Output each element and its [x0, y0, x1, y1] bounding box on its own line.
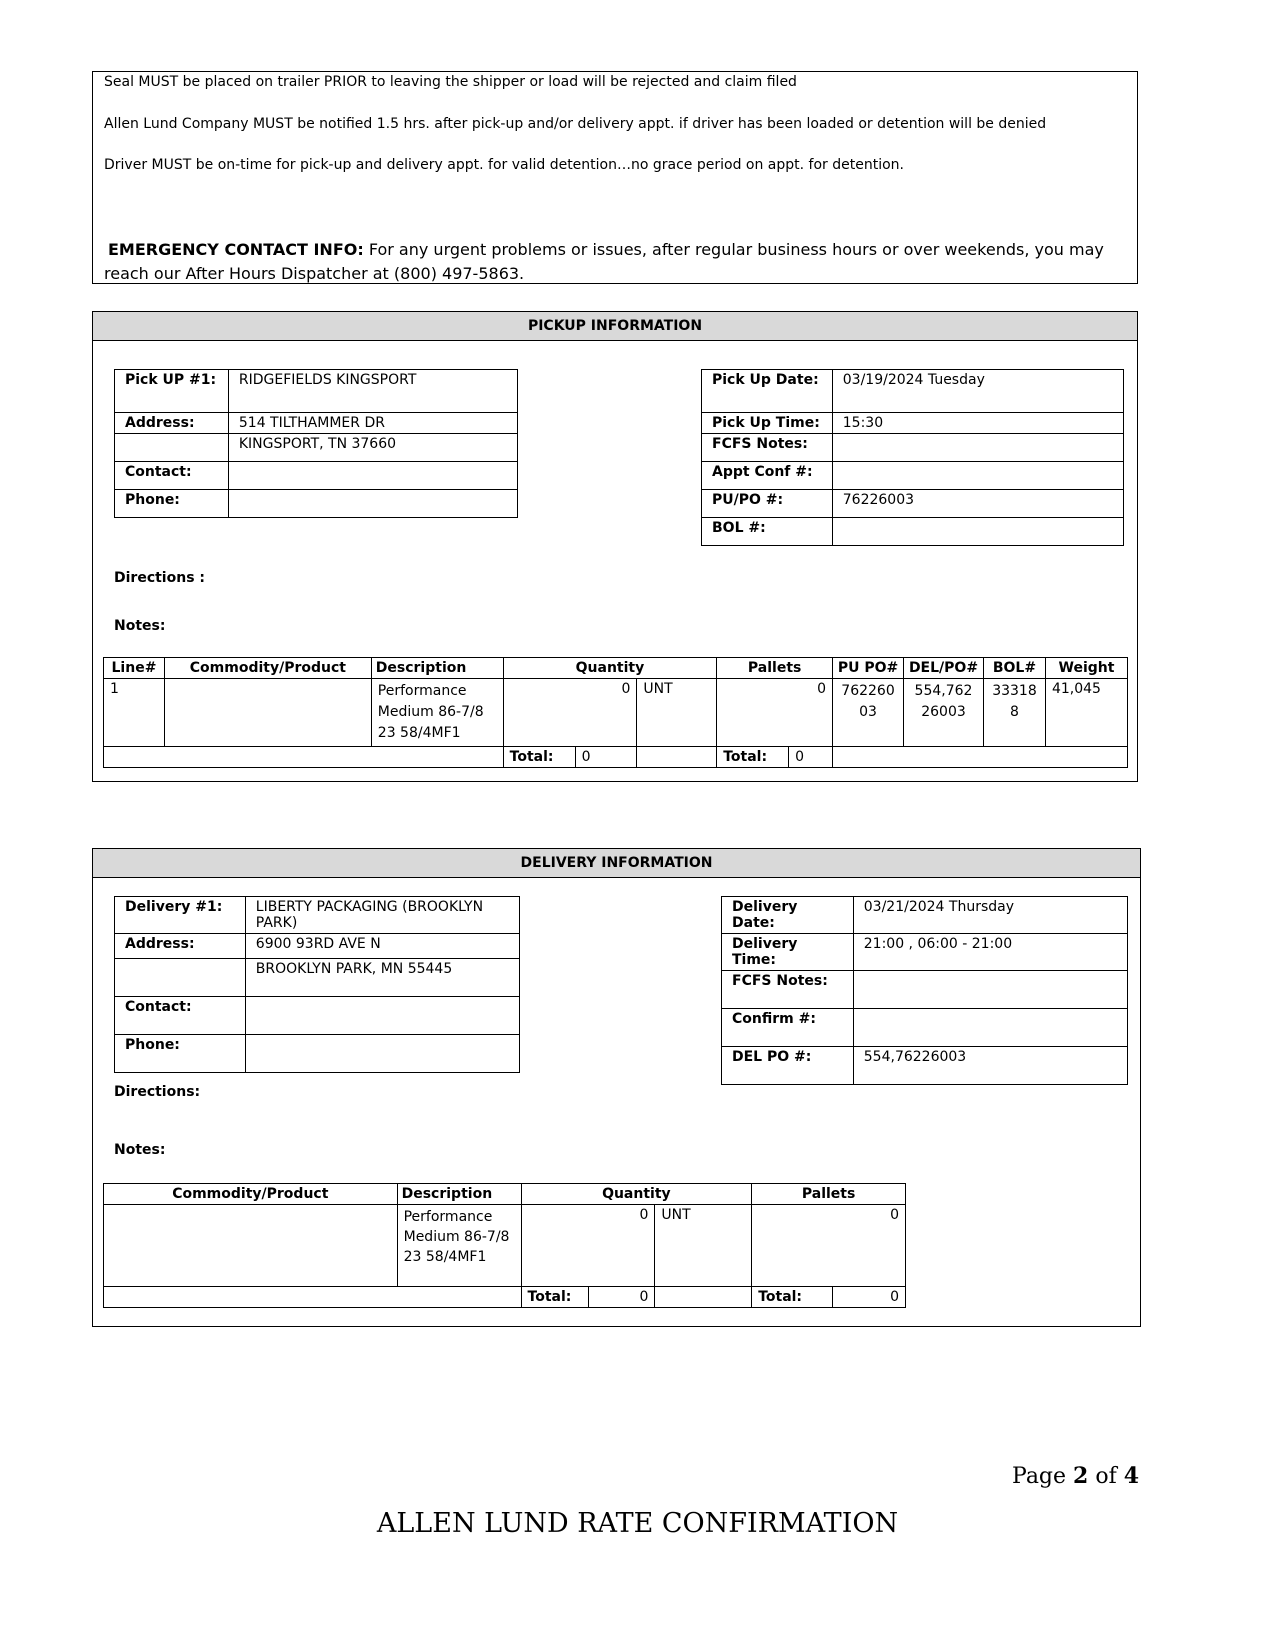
pickup-contact: [228, 462, 517, 490]
delivery-fcfs: [853, 971, 1127, 1009]
delivery-directions-label: Directions:: [114, 1084, 201, 1100]
delivery-fcfs-label: FCFS Notes:: [722, 971, 854, 1009]
delivery-phone-label: Phone:: [115, 1035, 246, 1073]
delivery-address-label: Address:: [115, 934, 246, 959]
delivery-contact: [245, 997, 519, 1035]
delivery-address-line2: BROOKLYN PARK, MN 55445: [245, 959, 519, 997]
pallet-total-label: Total:: [717, 747, 789, 768]
pickup-appt-conf-label: Appt Conf #:: [702, 462, 833, 490]
pickup-line-items-table: [103, 657, 1128, 768]
pickup-notes-label: Notes:: [114, 618, 166, 634]
pickup-date-label: Pick Up Date:: [702, 370, 833, 413]
pickup-address-line1: 514 TILTHAMMER DR: [228, 413, 517, 434]
pickup-phone: [228, 490, 517, 518]
delivery-time: 21:00 , 06:00 - 21:00: [853, 934, 1127, 971]
delivery-right-table: [721, 896, 1128, 1085]
row-commodity: [164, 679, 371, 747]
col-pupo-header: PU PO#: [833, 658, 904, 679]
col-quantity-header: Quantity: [503, 658, 717, 679]
pickup-section-title: PICKUP INFORMATION: [93, 312, 1137, 341]
del-pallet-total-value: 0: [833, 1287, 906, 1308]
delivery-contact-label: Contact:: [115, 997, 246, 1035]
del-col-commodity-header: Commodity/Product: [104, 1184, 398, 1205]
del-col-description-header: Description: [397, 1184, 521, 1205]
total-row-tail: [833, 747, 1128, 768]
page-indicator: [1012, 1463, 1139, 1489]
pickup-section: [92, 311, 1138, 782]
delivery-name-label: Delivery #1:: [115, 897, 246, 934]
del-row-commodity: [104, 1205, 398, 1287]
del-col-quantity-header: Quantity: [521, 1184, 752, 1205]
emergency-text: For any urgent problems or issues, after regular business hours or over weekends, you may reach our After Hours Dispatcher at (800) 497-5863.: [104, 240, 1104, 283]
pickup-left-table: [114, 369, 518, 518]
row-line-number: 1: [104, 679, 165, 747]
delivery-notes-label: Notes:: [114, 1142, 166, 1158]
delivery-date-label: Delivery Date:: [722, 897, 854, 934]
delivery-delpo-label: DEL PO #:: [722, 1047, 854, 1085]
document-title: ALLEN LUND RATE CONFIRMATION: [376, 1508, 899, 1539]
pickup-fcfs: [832, 434, 1123, 462]
table-row: [104, 1205, 906, 1287]
pickup-contact-label: Contact:: [115, 462, 229, 490]
qty-total-blank: [637, 747, 717, 768]
delivery-line-items-table: [103, 1183, 906, 1308]
delivery-address-label-blank: [115, 959, 246, 997]
row-pupo: 762260 03: [833, 679, 904, 747]
pickup-name: RIDGEFIELDS KINGSPORT: [228, 370, 517, 413]
on-time-notice: Driver MUST be on-time for pick-up and delivery appt. for valid detention…no grace period on appt. for detention.: [104, 157, 904, 173]
page-prefix: Page: [1012, 1464, 1074, 1489]
row-quantity: 0: [503, 679, 637, 747]
table-row: [104, 679, 1128, 747]
row-delpo: 554,762 26003: [904, 679, 984, 747]
row-unit: UNT: [637, 679, 717, 747]
seal-notice: Seal MUST be placed on trailer PRIOR to leaving the shipper or load will be rejected and claim filed: [104, 74, 797, 90]
notify-notice: Allen Lund Company MUST be notified 1.5 hrs. after pick-up and/or delivery appt. if driver has been loaded or detention will be denied: [104, 116, 1047, 132]
del-total-row-blank: [104, 1287, 522, 1308]
delivery-confirm-label: Confirm #:: [722, 1009, 854, 1047]
delivery-confirm: [853, 1009, 1127, 1047]
qty-total-value: 0: [575, 747, 637, 768]
delivery-time-label: Delivery Time:: [722, 934, 854, 971]
qty-total-label: Total:: [503, 747, 575, 768]
pickup-address-label-blank: [115, 434, 229, 462]
del-col-pallets-header: Pallets: [752, 1184, 906, 1205]
row-description: Performance Medium 86-7/8 23 58/4MF1: [371, 679, 503, 747]
pickup-phone-label: Phone:: [115, 490, 229, 518]
delivery-delpo: 554,76226003: [853, 1047, 1127, 1085]
delivery-address-line1: 6900 93RD AVE N: [245, 934, 519, 959]
delivery-left-table: [114, 896, 520, 1073]
del-qty-total-label: Total:: [521, 1287, 588, 1308]
row-bol: 33318 8: [984, 679, 1046, 747]
del-qty-total-value: 0: [588, 1287, 655, 1308]
pickup-fcfs-label: FCFS Notes:: [702, 434, 833, 462]
del-qty-total-blank: [655, 1287, 752, 1308]
del-row-description: Performance Medium 86-7/8 23 58/4MF1: [397, 1205, 521, 1287]
delivery-date: 03/21/2024 Thursday: [853, 897, 1127, 934]
col-line-header: Line#: [104, 658, 165, 679]
col-weight-header: Weight: [1045, 658, 1127, 679]
col-commodity-header: Commodity/Product: [164, 658, 371, 679]
pickup-appt-conf: [832, 462, 1123, 490]
del-row-quantity: 0: [521, 1205, 655, 1287]
pickup-bol: [832, 518, 1123, 546]
page-of: of: [1088, 1464, 1124, 1489]
row-pallets: 0: [717, 679, 833, 747]
col-delpo-header: DEL/PO#: [904, 658, 984, 679]
del-row-unit: UNT: [655, 1205, 752, 1287]
col-description-header: Description: [371, 658, 503, 679]
delivery-name: LIBERTY PACKAGING (BROOKLYN PARK): [245, 897, 519, 934]
notices-box: [92, 71, 1138, 284]
total-row-blank: [104, 747, 504, 768]
pickup-date: 03/19/2024 Tuesday: [832, 370, 1123, 413]
pickup-address-line2: KINGSPORT, TN 37660: [228, 434, 517, 462]
pickup-right-table: [701, 369, 1124, 546]
del-pallet-total-label: Total:: [752, 1287, 833, 1308]
delivery-phone: [245, 1035, 519, 1073]
page-number: 2: [1073, 1463, 1089, 1489]
pickup-directions-label: Directions :: [114, 570, 205, 586]
pickup-time-label: Pick Up Time:: [702, 413, 833, 434]
pickup-address-label: Address:: [115, 413, 229, 434]
pickup-pupo: 76226003: [832, 490, 1123, 518]
pickup-bol-label: BOL #:: [702, 518, 833, 546]
del-row-pallets: 0: [752, 1205, 906, 1287]
delivery-section: [92, 848, 1141, 1327]
page-total: 4: [1123, 1463, 1140, 1489]
pallet-total-value: 0: [789, 747, 833, 768]
pickup-time: 15:30: [832, 413, 1123, 434]
pickup-name-label: Pick UP #1:: [115, 370, 229, 413]
col-bol-header: BOL#: [984, 658, 1046, 679]
delivery-section-title: DELIVERY INFORMATION: [93, 849, 1140, 878]
col-pallets-header: Pallets: [717, 658, 833, 679]
row-weight: 41,045: [1045, 679, 1127, 747]
pickup-pupo-label: PU/PO #:: [702, 490, 833, 518]
emergency-contact: [104, 238, 1129, 286]
emergency-label: EMERGENCY CONTACT INFO:: [108, 240, 364, 259]
